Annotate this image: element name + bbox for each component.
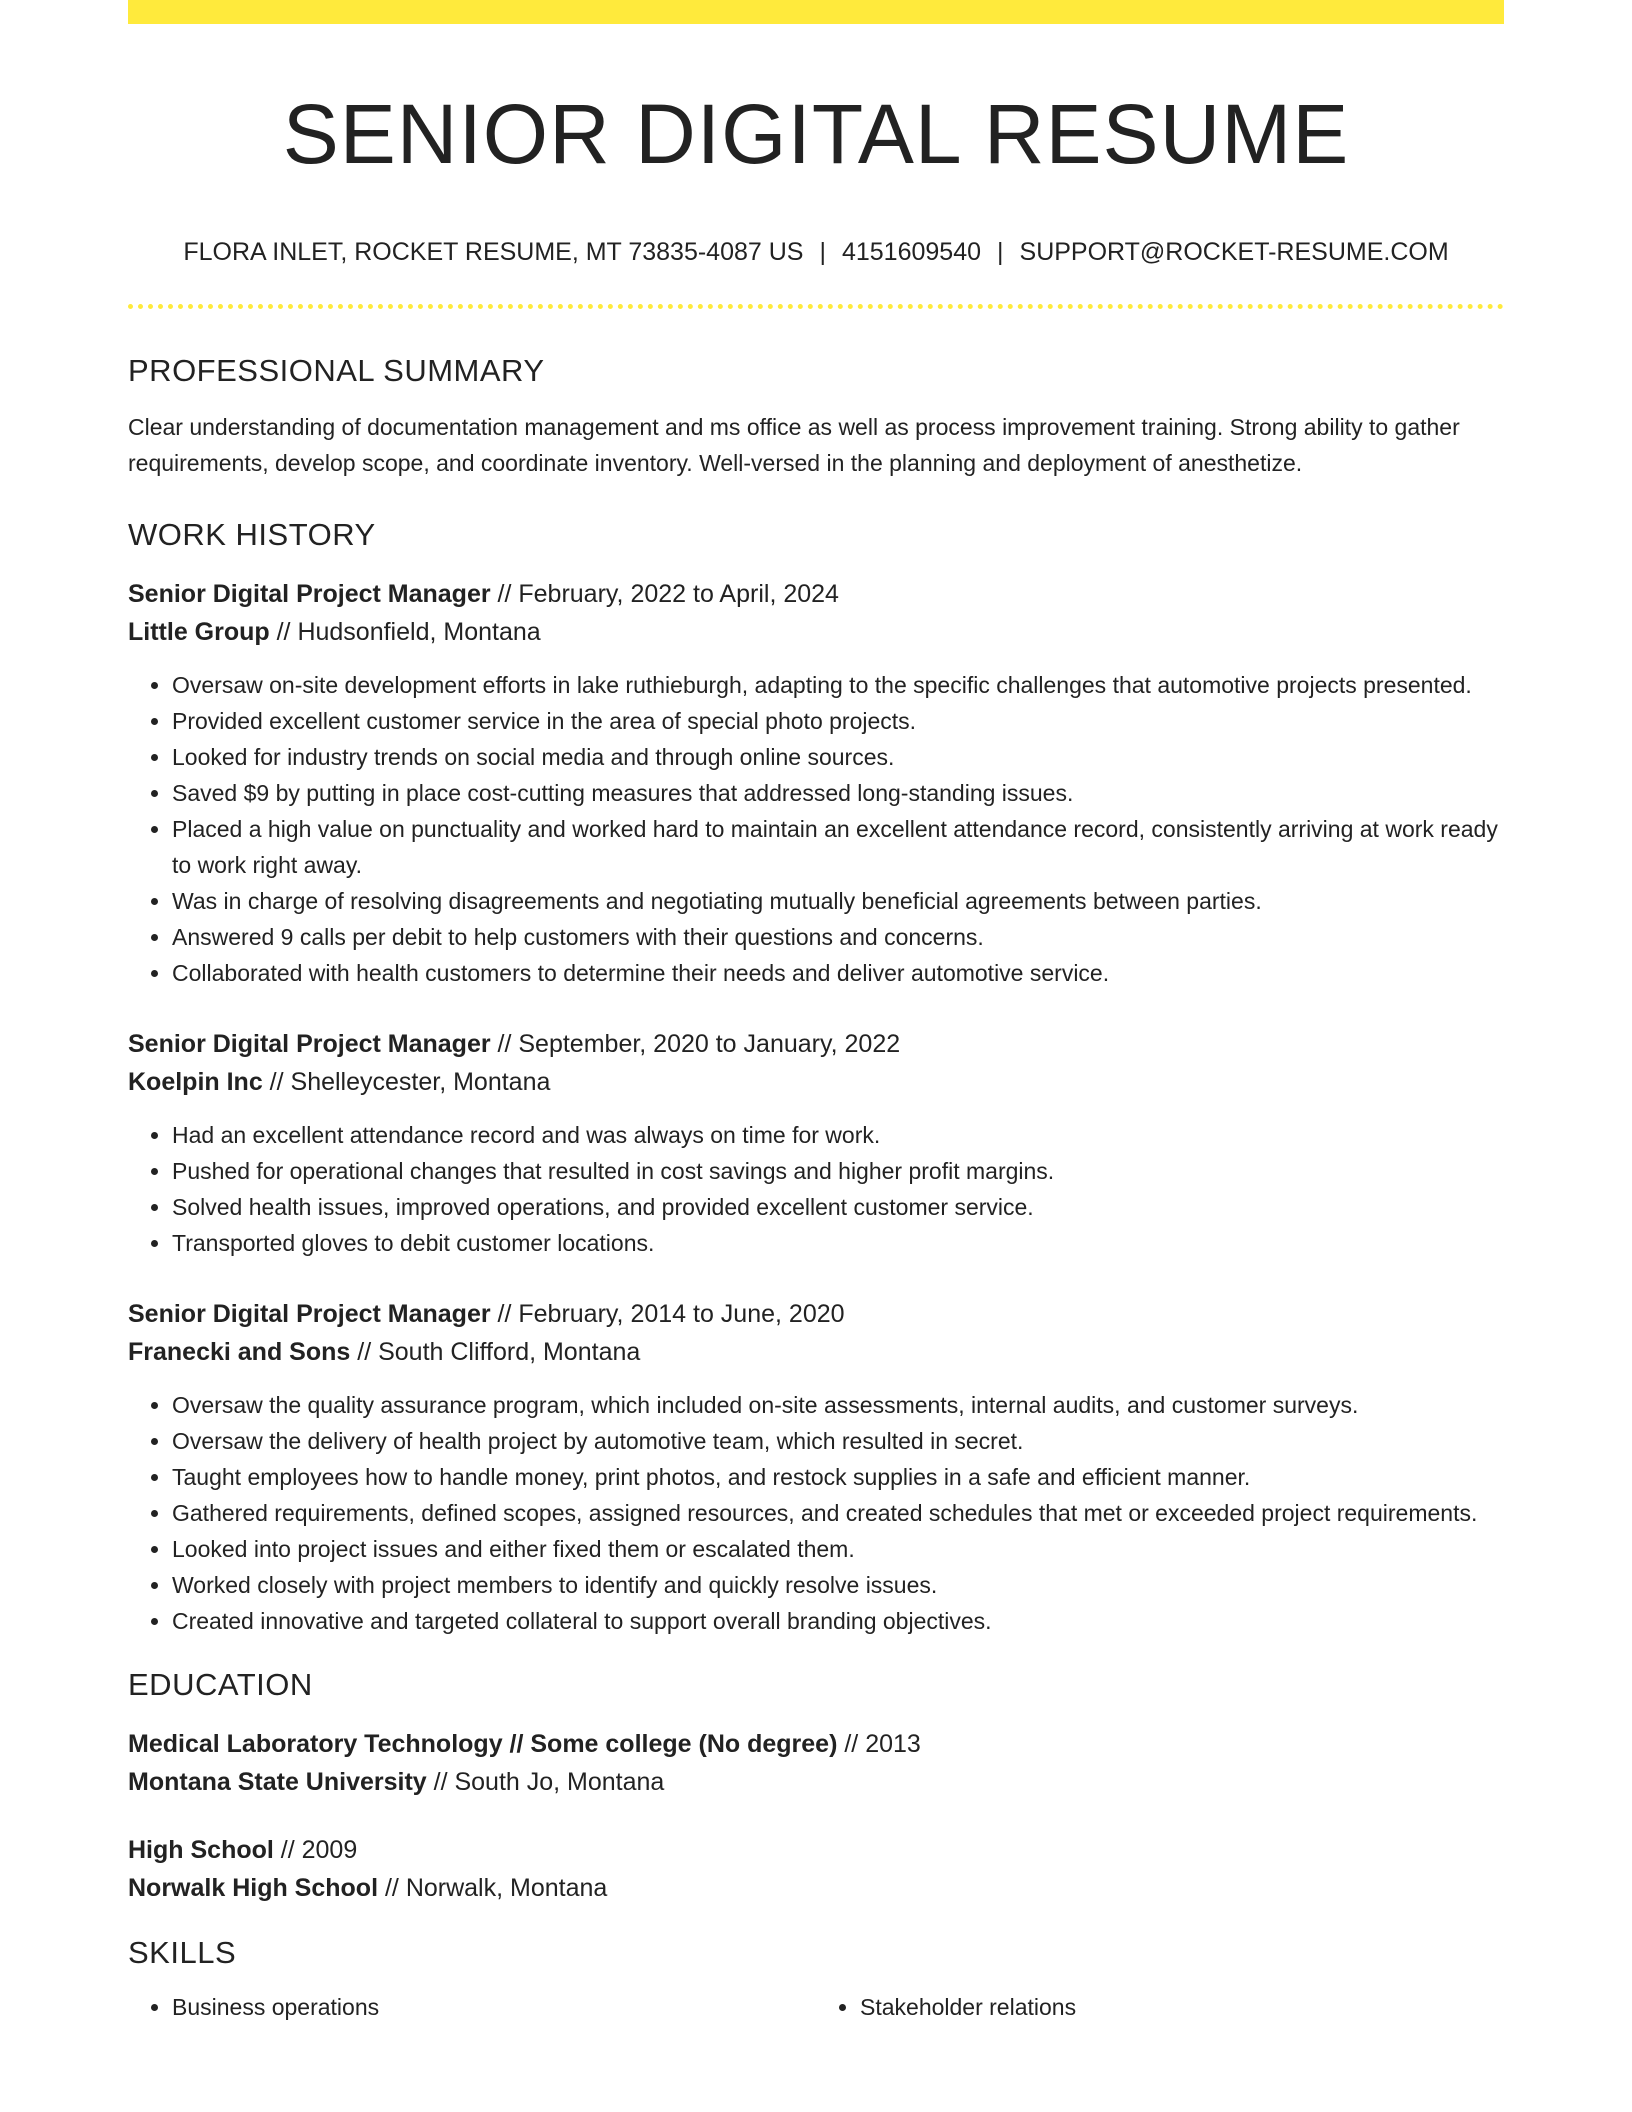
job-company-line <box>128 1063 1504 1101</box>
job-bullet: • Transported gloves to debit customer locations. <box>172 1225 1504 1261</box>
job-bullet: • Looked for industry trends on social media and through online sources. <box>172 739 1504 775</box>
contact-email: SUPPORT@ROCKET-RESUME.COM <box>1019 238 1449 266</box>
job-company-line <box>128 613 1504 651</box>
job-bullets <box>128 667 1504 991</box>
education-year: // 2013 <box>837 1730 921 1758</box>
education-degree: Medical Laboratory Technology // Some college (No degree) <box>128 1730 838 1758</box>
work-history-heading: WORK HISTORY <box>128 517 376 552</box>
summary-text: Clear understanding of documentation management and ms office as well as process improvement training. Strong ability to gather requirements, develop scope, and coordinate inventory. Well-versed in the planning and deployment of anesthetize. <box>128 414 1460 476</box>
education-degree-line <box>128 1725 1504 1763</box>
education-heading: EDUCATION <box>128 1667 313 1702</box>
contact-line <box>128 236 1504 268</box>
contact-address: FLORA INLET, ROCKET RESUME, MT 73835-4087 US <box>183 238 804 266</box>
job-bullet: • Placed a high value on punctuality and worked hard to maintain an excellent attendance record, consistently arriving at work ready to work right away. <box>172 811 1504 883</box>
job-role: Senior Digital Project Manager <box>128 1300 491 1328</box>
job-bullet: • Solved health issues, improved operations, and provided excellent customer service. <box>172 1189 1504 1225</box>
job-entry <box>128 1025 1504 1261</box>
job-title-line <box>128 575 1504 613</box>
job-location: // South Clifford, Montana <box>350 1338 641 1366</box>
job-title-line <box>128 1295 1504 1333</box>
contact-separator: | <box>819 238 826 266</box>
job-bullet: • Looked into project issues and either fixed them or escalated them. <box>172 1531 1504 1567</box>
job-company: Franecki and Sons <box>128 1338 351 1366</box>
job-bullet: • Gathered requirements, defined scopes, assigned resources, and created schedules that met or exceeded project requirements. <box>172 1495 1504 1531</box>
job-company: Little Group <box>128 618 270 646</box>
skills-heading: SKILLS <box>128 1935 237 1970</box>
resume-title: SENIOR DIGITAL RESUME <box>282 87 1350 181</box>
job-entry <box>128 575 1504 991</box>
job-bullet: • Worked closely with project members to identify and quickly resolve issues. <box>172 1567 1504 1603</box>
job-bullet: • Collaborated with health customers to determine their needs and deliver automotive service. <box>172 955 1504 991</box>
contact-separator: | <box>997 238 1004 266</box>
skill-item: • Business operations <box>172 1989 808 2025</box>
education-school: Montana State University <box>128 1768 427 1796</box>
job-bullet: • Oversaw the quality assurance program, which included on-site assessments, internal audits, and customer surveys. <box>172 1387 1504 1423</box>
job-bullet: • Had an excellent attendance record and was always on time for work. <box>172 1117 1504 1153</box>
job-bullet: • Was in charge of resolving disagreements and negotiating mutually beneficial agreements between parties. <box>172 883 1504 919</box>
job-bullet: • Answered 9 calls per debit to help customers with their questions and concerns. <box>172 919 1504 955</box>
job-company-line <box>128 1333 1504 1371</box>
job-bullet: • Oversaw the delivery of health project by automotive team, which resulted in secret. <box>172 1423 1504 1459</box>
education-entry <box>128 1831 1504 1907</box>
skills-list-right <box>808 1989 1496 2025</box>
education-entry <box>128 1725 1504 1801</box>
education-degree-line <box>128 1831 1504 1869</box>
skills-list-left <box>128 1989 808 2025</box>
skills-columns <box>128 1989 1504 2025</box>
job-dates: // September, 2020 to January, 2022 <box>490 1030 901 1058</box>
job-bullet: • Saved $9 by putting in place cost-cutting measures that addressed long-standing issues. <box>172 775 1504 811</box>
job-bullets <box>128 1117 1504 1261</box>
education-school-line <box>128 1763 1504 1801</box>
education-school-line <box>128 1869 1504 1907</box>
education-location: // South Jo, Montana <box>426 1768 665 1796</box>
job-dates: // February, 2014 to June, 2020 <box>490 1300 845 1328</box>
summary-heading: PROFESSIONAL SUMMARY <box>128 353 545 388</box>
resume-page <box>128 0 1504 2025</box>
skill-item: • Stakeholder relations <box>860 1989 1496 2025</box>
job-entry <box>128 1295 1504 1639</box>
job-bullet: • Oversaw on-site development efforts in lake ruthieburgh, adapting to the specific challenges that automotive projects presented. <box>172 667 1504 703</box>
job-role: Senior Digital Project Manager <box>128 1030 491 1058</box>
job-title-line <box>128 1025 1504 1063</box>
job-location: // Shelleycester, Montana <box>262 1068 551 1096</box>
contact-phone: 4151609540 <box>841 238 982 266</box>
job-bullet: • Taught employees how to handle money, print photos, and restock supplies in a safe and efficient manner. <box>172 1459 1504 1495</box>
job-dates: // February, 2022 to April, 2024 <box>490 580 839 608</box>
job-bullet: • Provided excellent customer service in the area of special photo projects. <box>172 703 1504 739</box>
job-bullet: • Pushed for operational changes that resulted in cost savings and higher profit margins. <box>172 1153 1504 1189</box>
job-bullet: • Created innovative and targeted collateral to support overall branding objectives. <box>172 1603 1504 1639</box>
education-school: Norwalk High School <box>128 1874 379 1902</box>
education-degree: High School <box>128 1836 274 1864</box>
dotted-divider <box>128 304 1504 309</box>
accent-bar <box>128 0 1504 24</box>
education-year: // 2009 <box>273 1836 358 1864</box>
job-role: Senior Digital Project Manager <box>128 580 491 608</box>
job-bullets <box>128 1387 1504 1639</box>
job-location: // Hudsonfield, Montana <box>269 618 541 646</box>
job-company: Koelpin Inc <box>128 1068 263 1096</box>
education-location: // Norwalk, Montana <box>378 1874 608 1902</box>
